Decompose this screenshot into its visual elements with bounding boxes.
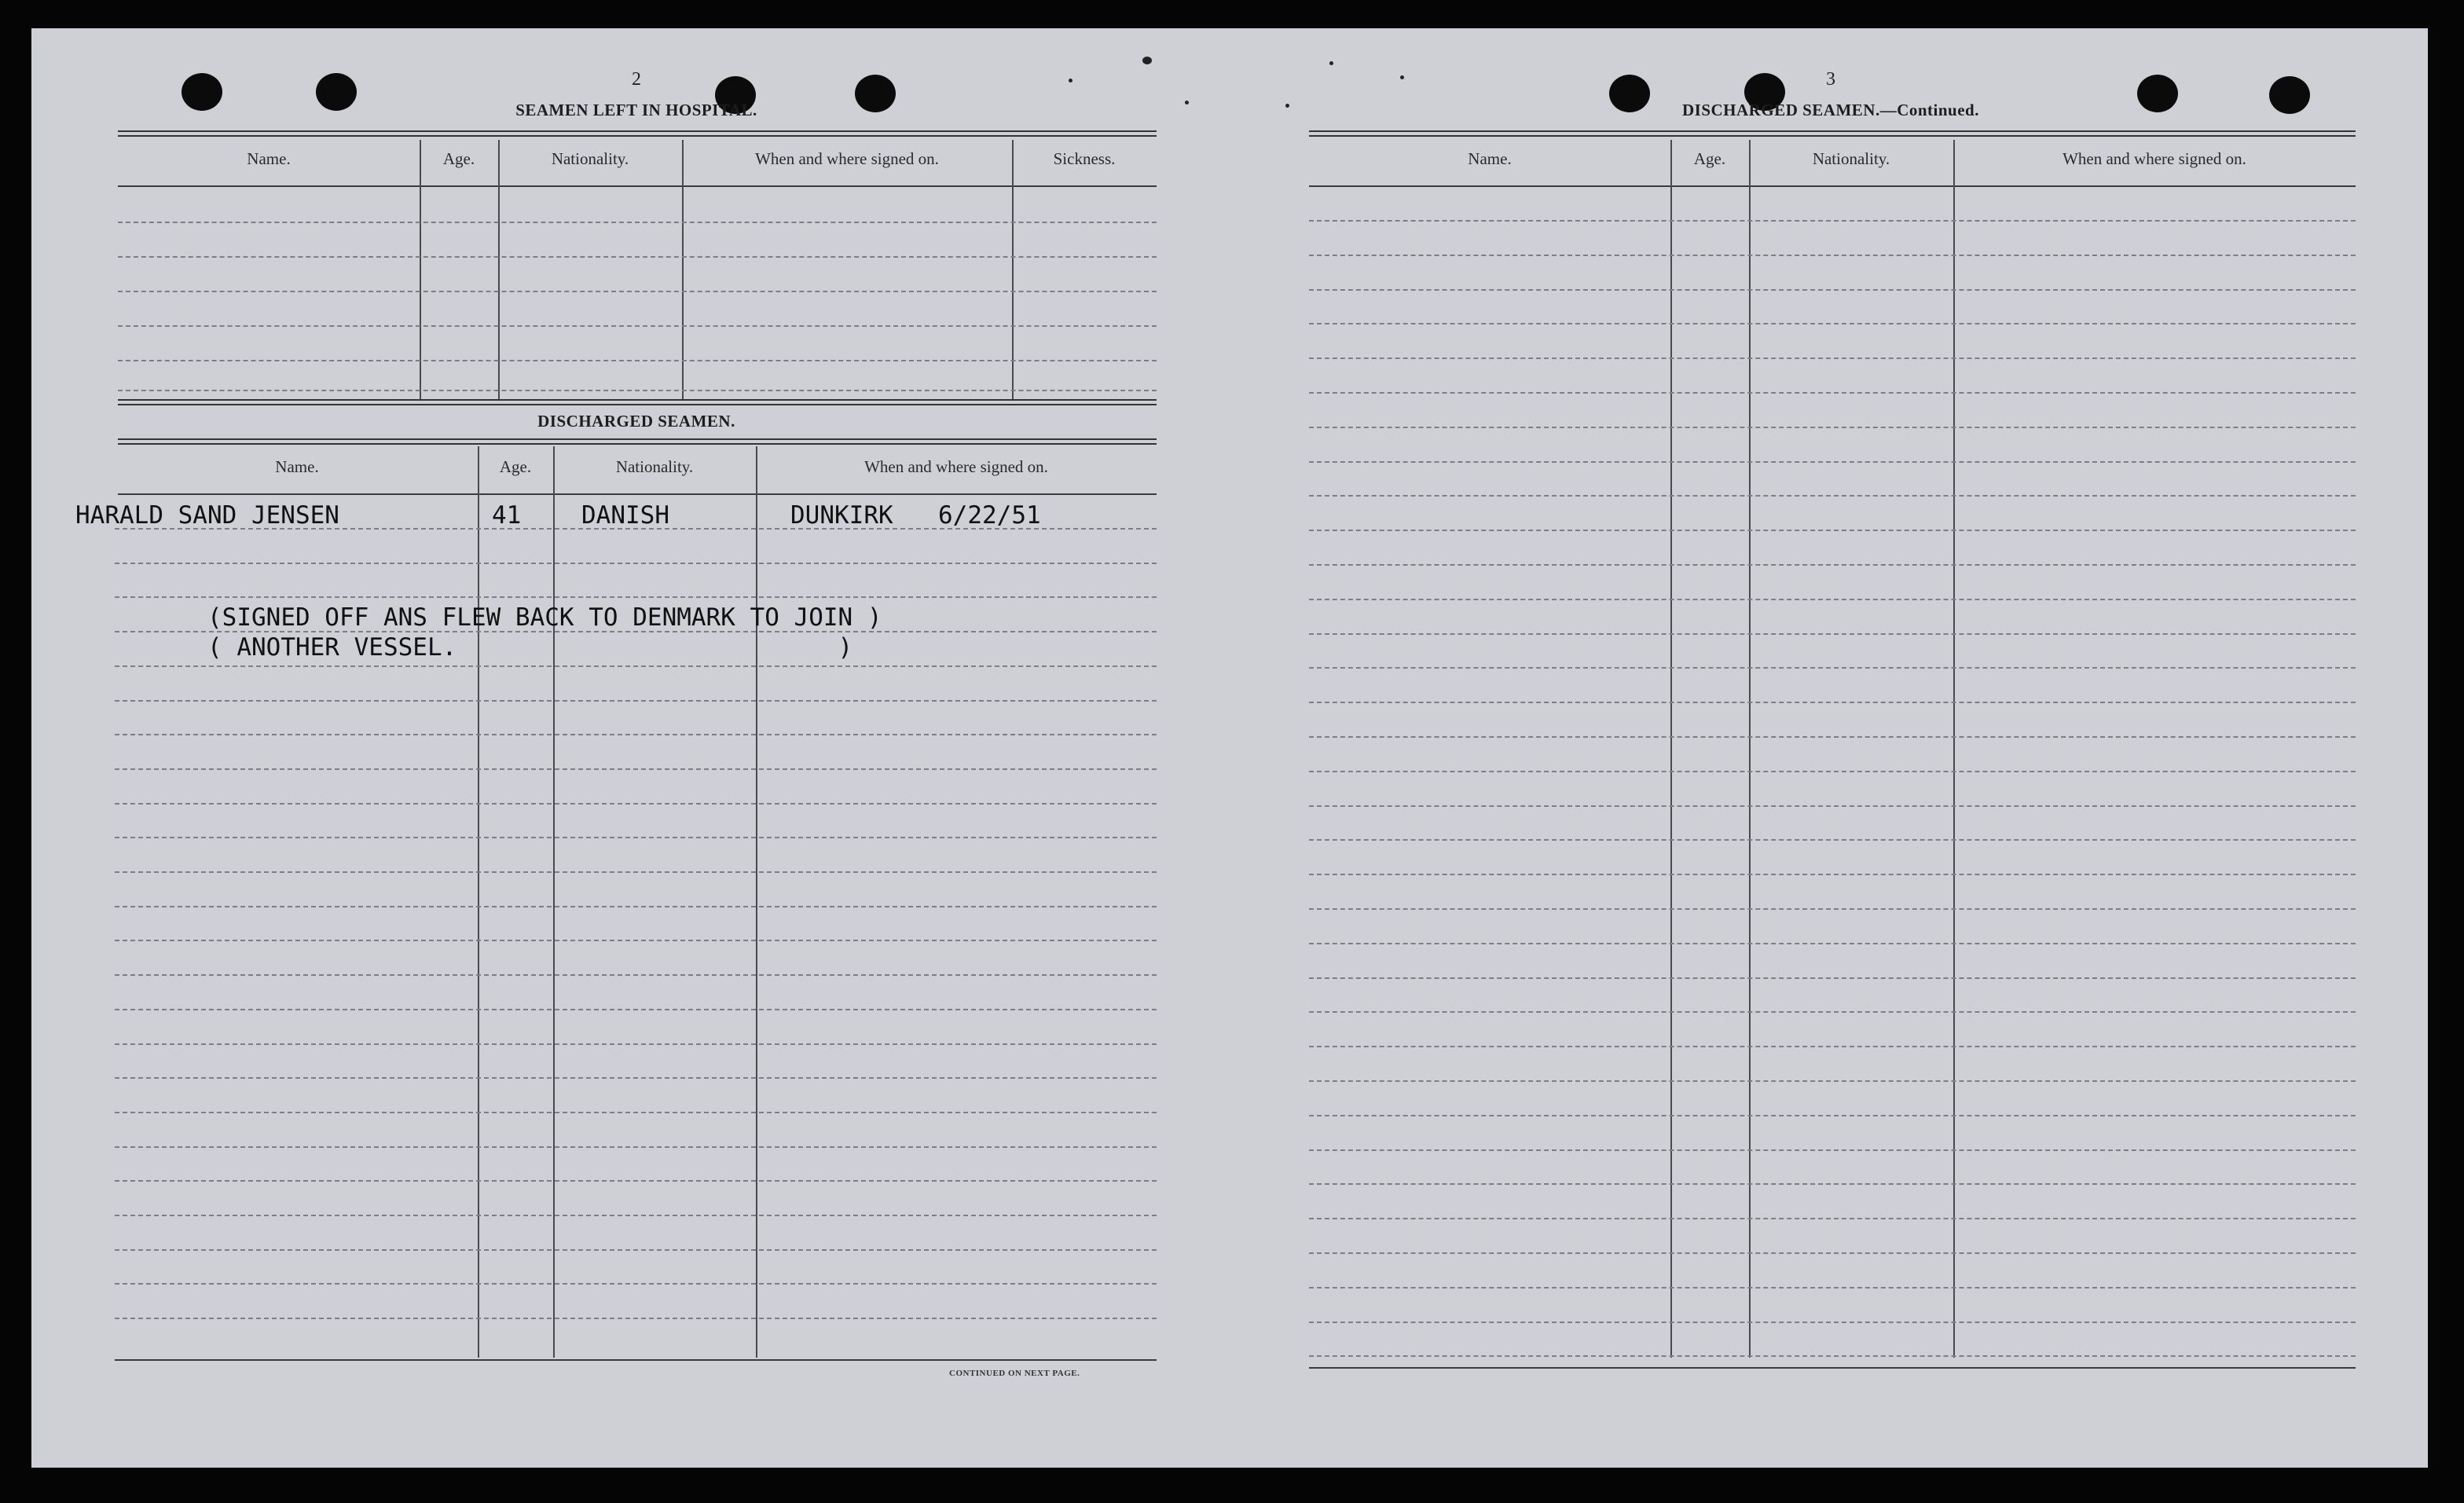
- row-line: [115, 665, 1157, 667]
- rule: [1309, 130, 2356, 132]
- column-header-nationality: Nationality.: [551, 149, 629, 168]
- row-line: [115, 1215, 1157, 1216]
- punch-hole: [316, 73, 357, 111]
- row-line: [1309, 220, 2356, 222]
- row-line: [1309, 323, 2356, 324]
- row-line: [115, 734, 1157, 735]
- row-line: [1309, 1287, 2356, 1289]
- row-line: [1309, 1080, 2356, 1082]
- ink-speck: [1069, 79, 1072, 82]
- column-divider: [478, 446, 479, 1358]
- column-header-sickness: Sickness.: [1053, 149, 1116, 168]
- row-line: [115, 1043, 1157, 1045]
- row-line: [1309, 427, 2356, 428]
- row-line: [115, 940, 1157, 941]
- remark-line: ( ANOTHER VESSEL. ): [207, 633, 853, 662]
- rule: [118, 399, 1157, 401]
- column-header-name: Name.: [247, 149, 291, 168]
- row-line: [1309, 1011, 2356, 1013]
- row-line: [115, 1318, 1157, 1319]
- column-header-name: Name.: [275, 457, 319, 476]
- row-line: [1309, 1149, 2356, 1151]
- row-line: [118, 256, 1157, 258]
- row-line: [1309, 1183, 2356, 1185]
- column-header-age: Age.: [1693, 149, 1726, 168]
- row-line: [1309, 1322, 2356, 1323]
- column-header-signed-on: When and where signed on.: [2062, 149, 2246, 168]
- column-header-signed-on: When and where signed on.: [864, 457, 1048, 476]
- rule: [118, 438, 1157, 440]
- signed-on-date: 6/22/51: [938, 501, 1041, 530]
- row-line: [1309, 1355, 2356, 1357]
- column-header-age: Age.: [442, 149, 475, 168]
- row-line: [1309, 289, 2356, 291]
- row-line: [1309, 564, 2356, 566]
- row-line: [115, 596, 1157, 598]
- row-line: [115, 803, 1157, 805]
- ink-speck: [1142, 57, 1152, 64]
- row-line: [115, 1249, 1157, 1251]
- row-line: [1309, 461, 2356, 463]
- rule: [118, 185, 1157, 187]
- row-line: [115, 1009, 1157, 1010]
- discharged-section-title: DISCHARGED SEAMEN.: [537, 412, 735, 431]
- row-line: [1309, 667, 2356, 669]
- ink-speck: [1329, 61, 1333, 65]
- row-line: [1309, 392, 2356, 394]
- seaman-age: 41: [492, 501, 522, 530]
- rule: [1309, 135, 2356, 137]
- remark-line: (SIGNED OFF ANS FLEW BACK TO DENMARK TO JOIN ): [207, 603, 882, 632]
- column-header-signed-on: When and where signed on.: [755, 149, 939, 168]
- column-header-nationality: Nationality.: [615, 457, 694, 476]
- row-line: [1309, 805, 2356, 807]
- rule: [118, 443, 1157, 445]
- continued-note: CONTINUED ON NEXT PAGE.: [949, 1369, 1080, 1378]
- row-line: [115, 906, 1157, 907]
- punch-hole: [2269, 76, 2310, 114]
- row-line: [115, 768, 1157, 770]
- row-line: [115, 1180, 1157, 1182]
- row-line: [1309, 736, 2356, 738]
- row-line: [1309, 357, 2356, 359]
- row-line: [118, 360, 1157, 361]
- column-divider: [553, 446, 555, 1358]
- rule: [118, 135, 1157, 137]
- ink-speck: [1185, 101, 1189, 104]
- ink-speck: [1285, 104, 1289, 108]
- column-divider: [756, 446, 757, 1358]
- row-line: [115, 837, 1157, 838]
- row-line: [1309, 977, 2356, 979]
- rule: [118, 493, 1157, 495]
- signed-on-place: DUNKIRK: [790, 501, 893, 530]
- rule: [118, 130, 1157, 132]
- row-line: [115, 1283, 1157, 1285]
- column-header-name: Name.: [1468, 149, 1512, 168]
- hospital-section-title: SEAMEN LEFT IN HOSPITAL.: [515, 101, 757, 119]
- row-line: [115, 974, 1157, 976]
- column-header-nationality: Nationality.: [1812, 149, 1890, 168]
- row-line: [1309, 839, 2356, 841]
- seaman-name: HARALD SAND JENSEN: [75, 501, 339, 530]
- punch-hole: [855, 75, 896, 112]
- row-line: [115, 871, 1157, 873]
- row-line: [1309, 599, 2356, 600]
- row-line: [1309, 255, 2356, 256]
- rule: [1309, 1367, 2356, 1369]
- row-line: [1309, 1046, 2356, 1047]
- ink-speck: [1400, 75, 1404, 79]
- row-line: [115, 700, 1157, 702]
- row-line: [115, 1077, 1157, 1079]
- row-line: [1309, 943, 2356, 944]
- row-line: [1309, 1115, 2356, 1116]
- page-number: 3: [1826, 69, 1835, 90]
- rule: [115, 1359, 1157, 1361]
- discharged-continued-title: DISCHARGED SEAMEN.—Continued.: [1682, 101, 1979, 119]
- row-line: [1309, 530, 2356, 531]
- row-line: [118, 222, 1157, 223]
- row-line: [1309, 874, 2356, 875]
- row-line: [115, 563, 1157, 564]
- rule: [118, 404, 1157, 405]
- seaman-nationality: DANISH: [581, 501, 669, 530]
- row-line: [118, 390, 1157, 391]
- row-line: [1309, 1218, 2356, 1219]
- column-header-age: Age.: [499, 457, 532, 476]
- row-line: [1309, 771, 2356, 772]
- row-line: [115, 1112, 1157, 1113]
- punch-hole: [182, 73, 222, 111]
- row-line: [118, 325, 1157, 327]
- rule: [1309, 185, 2356, 187]
- row-line: [118, 291, 1157, 292]
- row-line: [1309, 495, 2356, 497]
- row-line: [115, 1146, 1157, 1148]
- punch-hole: [2137, 75, 2178, 112]
- page-number: 2: [632, 69, 641, 90]
- row-line: [1309, 702, 2356, 703]
- row-line: [1309, 908, 2356, 910]
- row-line: [1309, 633, 2356, 635]
- row-line: [1309, 1252, 2356, 1254]
